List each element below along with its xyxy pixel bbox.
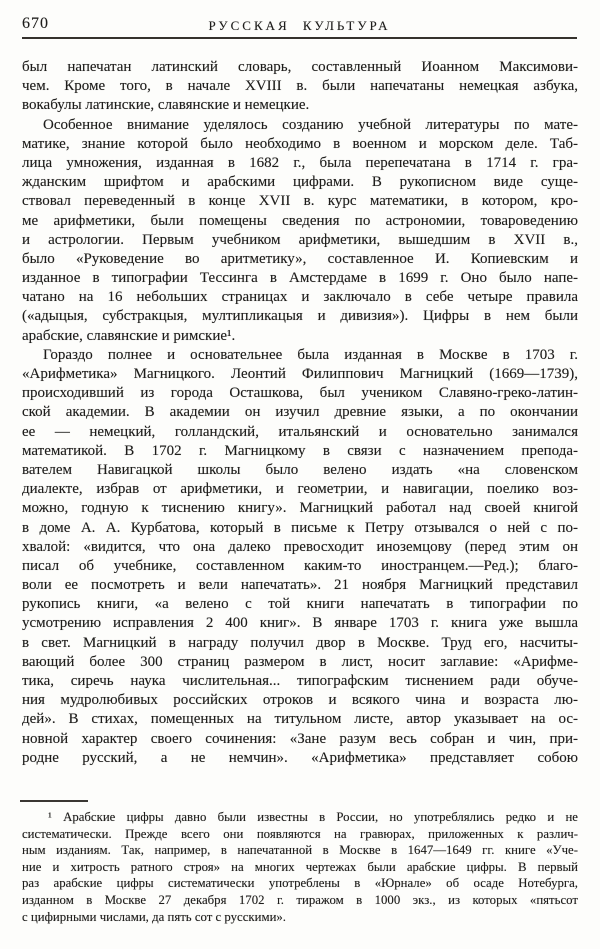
text-line: матике, знание которой было необходимо в военном и морском деле. Таб- [22,135,578,152]
text-line: писал об учебнике, составленном каким-то иностранцем.—Ред.); благо- [22,557,578,574]
text-line: Гораздо полнее и основательнее была изданная в Москве в 1703 г. [43,346,578,363]
footnote-paragraph [22,809,578,925]
page-header [22,14,577,36]
text-line: ме арифметики, были помещены сведения по астрономии, товароведению [22,212,578,229]
text-line: можно, годную к тиснению книгу». Магницкий работал над своей книгой [22,500,578,517]
text-line: диалекте, избрав от арифметики, и геометрии, и навигации, поелико воз- [22,481,578,498]
text-line: рукопись книги, «а велено с той книги напечатать в типографии по [22,596,578,613]
body-text [22,58,578,768]
footnote [22,809,578,925]
text-line: «Арифметика» Магницкого. Леонтий Филиппович Магницкий (1669—1739), [22,366,578,382]
text-line: ¹ Арабские цифры давно были известны в России, но употреблялись редко и не [48,810,578,824]
text-line: вокабулы латинские, славянские и немецкие. [22,97,310,114]
text-line: Особенное внимание уделялось созданию учебной литературы по мате- [43,116,578,133]
text-line: чатано на 16 небольших страницах и заключало в себе четыре правила [22,289,578,306]
text-line: ния мудролюбивых российских отроков и всякого чина и возраста лю- [22,692,578,709]
text-line: вающий более 300 страниц размером в лист, носит заглавие: «Арифме- [22,653,578,670]
text-line: жданским шрифтом и арабскими цифрами. В рукописном виде суще- [22,174,578,191]
text-line: систематически. Прежде всего они появляются на гравюрах, приложенных к различ- [22,826,578,841]
text-line: дей». В стихах, помещенных на титульном листе, автор указывает на ос- [22,711,578,728]
text-line: чем. Кроме того, в начале XVIII в. были напечатаны немецкая азбука, [22,78,578,95]
text-line: изданном в Москве 27 декабря 1702 г. тиражом в 1000 экз., из которых «пятьсот [22,892,578,907]
text-line: арабские, славянские и римские¹. [22,327,236,344]
header-rule [22,37,577,39]
paragraph-math-textbooks [22,116,578,346]
paragraph-magnitsky-arithmetic [22,346,578,768]
text-line: раз арабские цифры систематически употреблены в «Юрнале» об осаде Нотебурга, [22,876,578,891]
text-line: изданное в типографии Тессинга в Амстердаме в 1699 г. Оно было напе- [22,270,578,287]
text-line: ской академии. В академии он изучил древние языки, а по окончании [22,404,578,421]
text-line: в доме А. А. Курбатова, который в письме к Петру отзывался о ней с по- [22,519,578,536]
text-line: было «Руковедение во аритметику», составленное И. Копиевским и [22,250,578,267]
text-line: ным изданиям. Так, например, в напечатанной в Москве в 1647—1649 гг. книге «Уче- [22,843,578,858]
paragraph-continuation [22,58,578,116]
text-line: тика, сиречь наука числительная... типографским тиснением ради обуче- [22,673,578,689]
text-line: с цифирными числами, да пять сот с русскими». [22,909,287,924]
text-line: был напечатан латинский словарь, составленный Иоанном Максимови- [22,59,578,75]
text-line: происходивший из города Осташкова, был учеником Славяно-греко-латин- [22,385,578,402]
text-line: («адыцыя, субстракцыя, мултипликацыя и дивизия»). Цифры в нем были [22,308,578,325]
running-title: РУССКАЯ КУЛЬТУРА [208,18,391,33]
text-line: родне русский, а не немчин». «Арифметика» представляет собою [22,749,578,766]
text-line: новной характер своего сочинения: «Зане разум весь собран и чин, при- [22,730,578,747]
text-line: воли ее посмотреть и вели напечатать». 21 ноября Магницкий представил [22,577,578,594]
text-line: лица умножения, изданная в 1682 г., была перепечатана в 1714 г. гра- [22,154,578,171]
page-number: 670 [22,15,49,32]
text-line: математикой. В 1702 г. Магницкому в связи с назначением препода- [22,442,578,459]
text-line: усмотрению исправления 2 400 книг». В январе 1703 г. книга уже вышла [22,615,578,632]
footnote-separator-rule [20,800,88,802]
text-line: ние и хитрость ратного строя» на многих чертежах были арабские цифры. В первый [22,859,578,874]
text-line: хвалой: «видится, что она далеко превосходит иноземцову (перед этим он [22,538,578,555]
text-line: ствовал переведенный в конце XVII в. курс математики, в котором, кро- [22,193,578,210]
text-line: и астрологии. Первым учебником арифметики, вышедшим в XVII в., [22,231,578,248]
text-line: вателем Навигацкой школы было велено издать «на словенском [22,461,578,478]
text-line: в свет. Магницкий в награду получил двор в Москве. Труд его, насчиты- [22,634,578,651]
text-line: ее — немецкий, голландский, итальянский и основательно занимался [22,423,578,440]
